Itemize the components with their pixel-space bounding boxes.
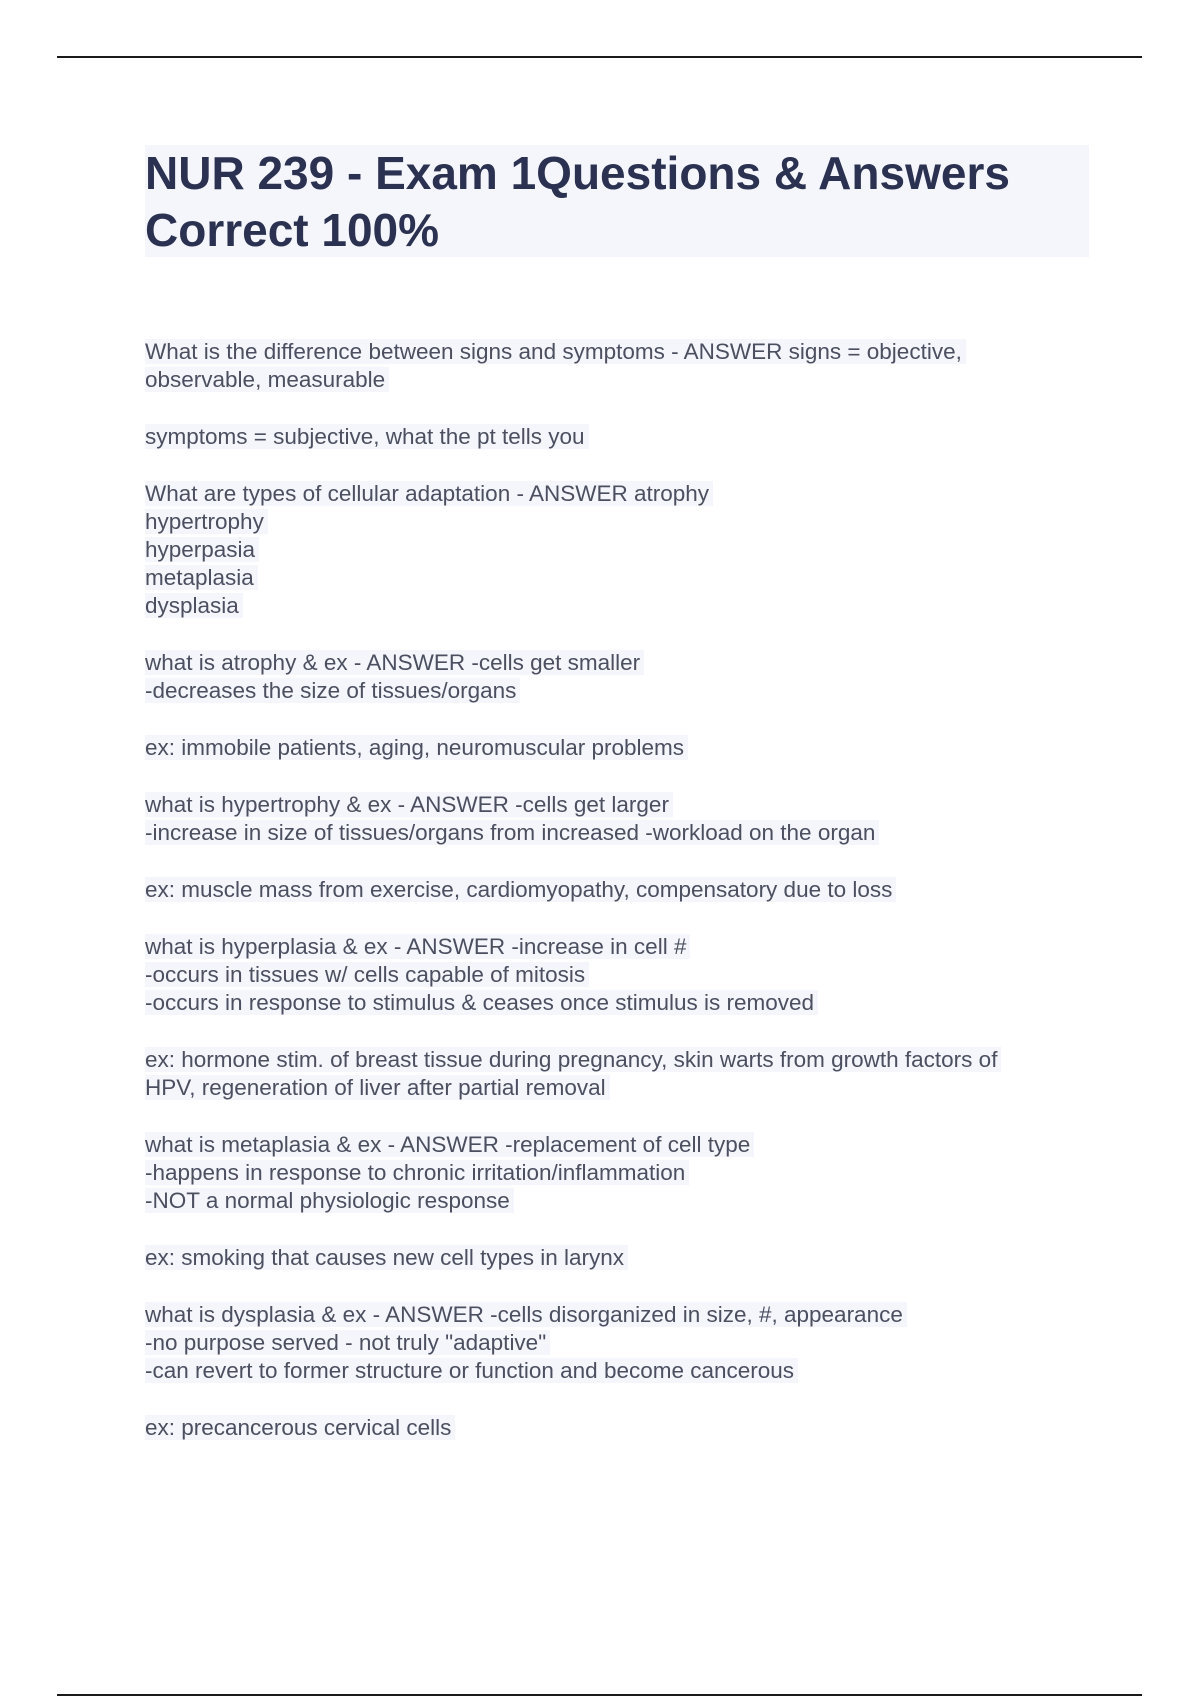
qa-paragraph bbox=[145, 649, 1105, 705]
text-line bbox=[145, 791, 1105, 819]
text-line-content: what is dysplasia & ex - ANSWER -cells disorganized in size, #, appearance bbox=[145, 1302, 907, 1327]
text-line bbox=[145, 933, 1105, 961]
text-line bbox=[145, 480, 1105, 508]
text-line-content: ex: immobile patients, aging, neuromuscular problems bbox=[145, 735, 688, 760]
paragraph-gap bbox=[145, 1102, 1105, 1131]
text-line bbox=[145, 1414, 1105, 1442]
text-line-content: what is atrophy & ex - ANSWER -cells get smaller bbox=[145, 650, 644, 675]
text-line bbox=[145, 1244, 1105, 1272]
text-line-content: -decreases the size of tissues/organs bbox=[145, 678, 520, 703]
qa-paragraph bbox=[145, 734, 1105, 762]
qa-paragraph bbox=[145, 933, 1105, 1017]
qa-paragraph bbox=[145, 423, 1105, 451]
paragraph-gap bbox=[145, 762, 1105, 791]
paragraph-gap bbox=[145, 620, 1105, 649]
text-line bbox=[145, 677, 1105, 705]
text-line-content: metaplasia bbox=[145, 565, 258, 590]
paragraph-gap bbox=[145, 1272, 1105, 1301]
qa-paragraph bbox=[145, 1131, 1105, 1215]
text-line bbox=[145, 989, 1105, 1017]
text-line-content: what is metaplasia & ex - ANSWER -replacement of cell type bbox=[145, 1132, 754, 1157]
text-line-content: hypertrophy bbox=[145, 509, 268, 534]
text-line bbox=[145, 1187, 1105, 1215]
text-line-content: ex: hormone stim. of breast tissue during pregnancy, skin warts from growth factors of bbox=[145, 1047, 1001, 1072]
text-line bbox=[145, 1301, 1105, 1329]
qa-paragraph bbox=[145, 1244, 1105, 1272]
text-line bbox=[145, 876, 1105, 904]
paragraph-gap bbox=[145, 904, 1105, 933]
text-line-content: -NOT a normal physiologic response bbox=[145, 1188, 514, 1213]
text-line bbox=[145, 423, 1105, 451]
text-line-content: what is hyperplasia & ex - ANSWER -increase in cell # bbox=[145, 934, 690, 959]
text-line-content: What is the difference between signs and symptoms - ANSWER signs = objective, bbox=[145, 339, 966, 364]
text-line bbox=[145, 508, 1105, 536]
text-line-content: ex: muscle mass from exercise, cardiomyopathy, compensatory due to loss bbox=[145, 877, 896, 902]
qa-paragraph bbox=[145, 876, 1105, 904]
qa-paragraph bbox=[145, 1414, 1105, 1442]
text-line bbox=[145, 649, 1105, 677]
text-line bbox=[145, 1357, 1105, 1385]
text-line bbox=[145, 734, 1105, 762]
qa-paragraph bbox=[145, 791, 1105, 847]
text-line-content: what is hypertrophy & ex - ANSWER -cells get larger bbox=[145, 792, 673, 817]
qa-paragraph bbox=[145, 338, 1105, 394]
title-line-1: NUR 239 - Exam 1Questions & Answers bbox=[145, 147, 1010, 199]
qa-paragraph bbox=[145, 1046, 1105, 1102]
paragraph-gap bbox=[145, 1215, 1105, 1244]
text-line-content: -increase in size of tissues/organs from increased -workload on the organ bbox=[145, 820, 879, 845]
text-line bbox=[145, 1074, 1105, 1102]
text-line bbox=[145, 1046, 1105, 1074]
paragraph-gap bbox=[145, 705, 1105, 734]
text-line-content: What are types of cellular adaptation - ANSWER atrophy bbox=[145, 481, 713, 506]
text-line bbox=[145, 961, 1105, 989]
qa-paragraph bbox=[145, 480, 1105, 620]
text-line bbox=[145, 366, 1105, 394]
qa-content bbox=[145, 338, 1105, 1442]
paragraph-gap bbox=[145, 451, 1105, 480]
text-line-content: symptoms = subjective, what the pt tells you bbox=[145, 424, 589, 449]
text-line-content: -no purpose served - not truly "adaptive" bbox=[145, 1330, 550, 1355]
text-line bbox=[145, 564, 1105, 592]
text-line-content: -can revert to former structure or function and become cancerous bbox=[145, 1358, 798, 1383]
paragraph-gap bbox=[145, 394, 1105, 423]
text-line bbox=[145, 819, 1105, 847]
text-line-content: dysplasia bbox=[145, 593, 243, 618]
text-line bbox=[145, 1131, 1105, 1159]
text-line-content: hyperpasia bbox=[145, 537, 259, 562]
text-line bbox=[145, 1329, 1105, 1357]
text-line bbox=[145, 338, 1105, 366]
text-line-content: -happens in response to chronic irritation/inflammation bbox=[145, 1160, 689, 1185]
qa-paragraph bbox=[145, 1301, 1105, 1385]
title-line-2: Correct 100% bbox=[145, 204, 440, 256]
paragraph-gap bbox=[145, 847, 1105, 876]
top-divider bbox=[57, 56, 1142, 58]
text-line-content: HPV, regeneration of liver after partial removal bbox=[145, 1075, 610, 1100]
text-line-content: -occurs in tissues w/ cells capable of mitosis bbox=[145, 962, 589, 987]
paragraph-gap bbox=[145, 1017, 1105, 1046]
text-line-content: ex: smoking that causes new cell types in larynx bbox=[145, 1245, 628, 1270]
paragraph-gap bbox=[145, 1385, 1105, 1414]
text-line-content: observable, measurable bbox=[145, 367, 389, 392]
page-title bbox=[145, 145, 1089, 259]
text-line bbox=[145, 1159, 1105, 1187]
text-line bbox=[145, 592, 1105, 620]
text-line bbox=[145, 536, 1105, 564]
text-line-content: ex: precancerous cervical cells bbox=[145, 1415, 455, 1440]
text-line-content: -occurs in response to stimulus & ceases once stimulus is removed bbox=[145, 990, 818, 1015]
bottom-divider bbox=[57, 1694, 1142, 1696]
